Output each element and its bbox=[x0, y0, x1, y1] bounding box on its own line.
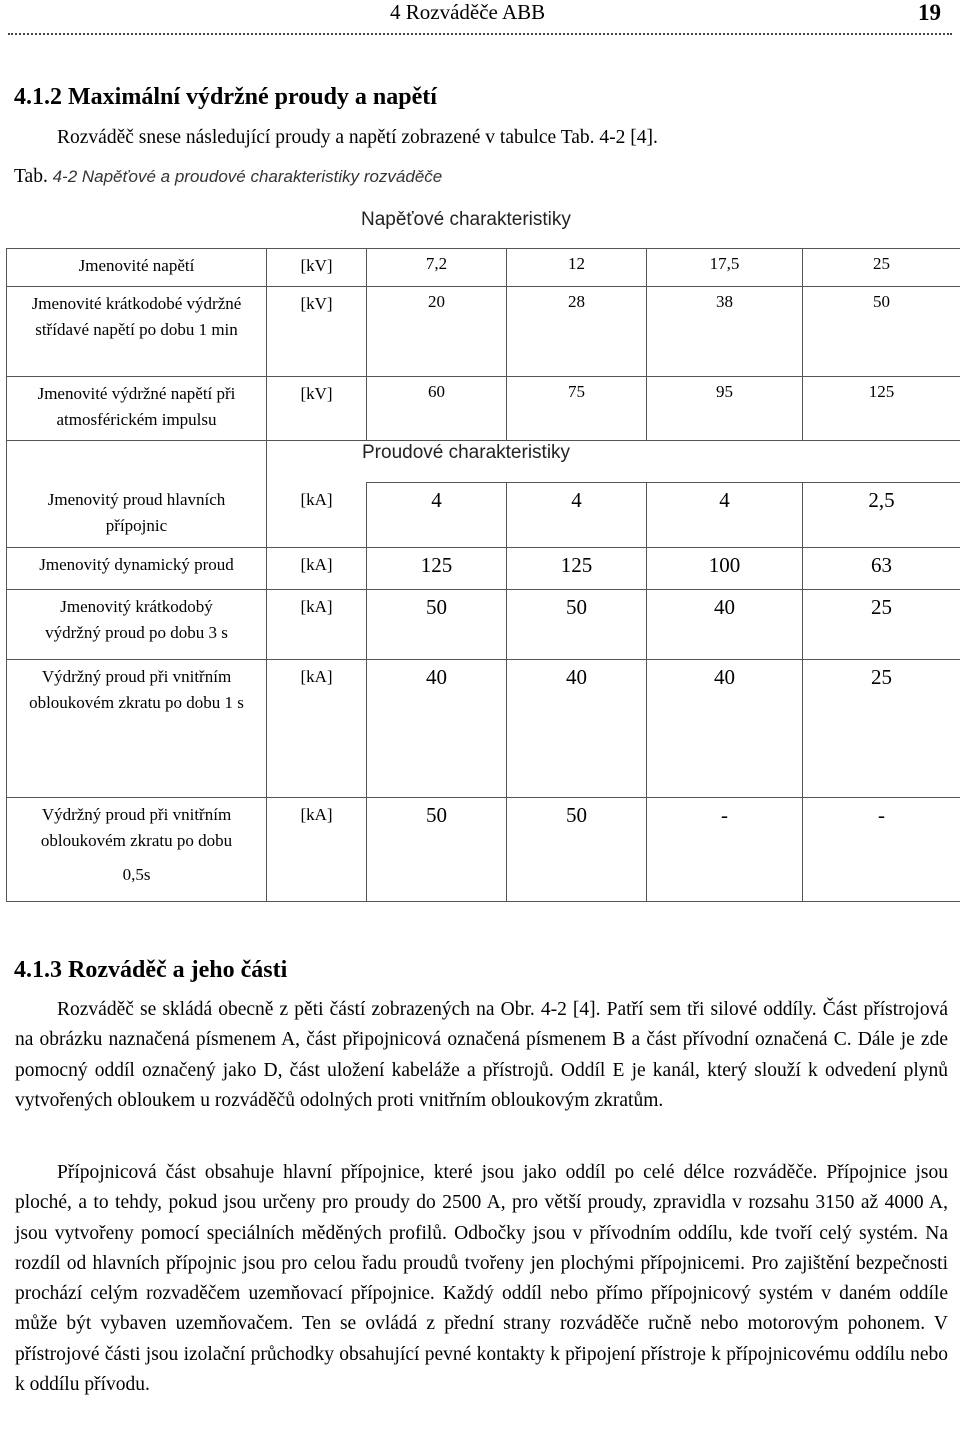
value-cell: 40 bbox=[647, 590, 803, 660]
table-row bbox=[7, 377, 960, 441]
value-cell: 20 bbox=[367, 287, 507, 377]
row-label bbox=[7, 798, 267, 902]
row-label-duration: 0,5s bbox=[122, 865, 151, 884]
section-heading-4-1-2: 4.1.2 Maximální výdržné proudy a napětí bbox=[14, 84, 437, 110]
caption-text: 4-2 Napěťové a proudové charakteristiky rozváděče bbox=[52, 167, 443, 186]
value-cell: 75 bbox=[507, 377, 647, 441]
value-cell: 12 bbox=[507, 249, 647, 287]
page-number: 19 bbox=[918, 0, 941, 25]
table-caption bbox=[14, 166, 442, 188]
value-cell: - bbox=[803, 798, 960, 902]
paragraph-2-text: Přípojnicová část obsahuje hlavní přípojnice, které jsou jako oddíl po celé délce rozváděče. Přípojnice jsou ploché, a to tehdy, pokud jsou určeny pro proudy do 2500 A, pro větší proudy, zpravidla v rozsahu 3150 až 4000 A, jsou vytvořeny pomocí speciálních měděných profilů. Odbočky jsou v přívodním oddílu, kde tvoří celý systém. Na rozdíl od hlavních přípojnic jsou pro celou řadu proudů tvořeny jen plochými přípojnicemi. Pro zajištění bezpečnosti prochází celým rozvaděčem uzemňovací přípojnice. Každý oddíl nebo přímo přípojnicový systém v daném oddíle může být vybaven uzemňovačem. Ten se ovládá z přední strany rozváděče ručně nebo motorovým pohonem. V přístrojové části jsou izolační průchodky obsahující pevné kontakty k připojení přístroje k přípojnicovému oddílu nebo k oddílu přívodu. bbox=[15, 1162, 948, 1396]
row-unit: [kV] bbox=[267, 287, 367, 377]
value-cell: 25 bbox=[803, 660, 960, 798]
current-section-title: Proudové charakteristiky bbox=[362, 442, 571, 463]
value-cell: 40 bbox=[507, 660, 647, 798]
value-cell: 25 bbox=[803, 590, 960, 660]
row-unit: [kA] bbox=[267, 660, 367, 798]
row-unit: [kV] bbox=[267, 249, 367, 287]
value-cell: - bbox=[647, 798, 803, 902]
row-unit: [kA] bbox=[267, 590, 367, 660]
row-label: Výdržný proud při vnitřním obloukovém zkratu po dobu 1 s bbox=[7, 660, 267, 798]
paragraph-1-text: Rozváděč se skládá obecně z pěti částí zobrazených na Obr. 4-2 [4]. Patří sem tři silové oddíly. Část přístrojová na obrázku naznačená písmenem A, část připojnicová označená písmenem B a část přívodní označená C. Dále je zde pomocný oddíl označený jako D, část uložení kabeláže a přístrojů. Oddíl E je kanál, který slouží k odvedení plynů vytvořených obloukem u rozváděčů odolných proti vnitřním obloukovým zkratům. bbox=[15, 999, 948, 1111]
paragraph-2 bbox=[15, 1158, 948, 1400]
value-cell: 40 bbox=[647, 660, 803, 798]
table-row bbox=[7, 660, 960, 798]
section-intro: Rozváděč snese následující proudy a napětí zobrazené v tabulce Tab. 4-2 [4]. bbox=[57, 127, 658, 148]
characteristics-table bbox=[6, 248, 960, 902]
spacer-cell bbox=[7, 441, 267, 483]
value-cell: 4 bbox=[507, 483, 647, 548]
row-unit: [kA] bbox=[267, 798, 367, 902]
section-heading-4-1-3: 4.1.3 Rozváděč a jeho části bbox=[14, 957, 288, 983]
value-cell: 100 bbox=[647, 548, 803, 590]
voltage-section-title: Napěťové charakteristiky bbox=[361, 209, 571, 230]
table-row bbox=[7, 798, 960, 902]
value-cell: 4 bbox=[367, 483, 507, 548]
row-unit: [kV] bbox=[267, 377, 367, 441]
running-head: 4 Rozváděče ABB bbox=[390, 0, 546, 24]
row-label: Jmenovitý proud hlavních přípojnic bbox=[7, 483, 267, 548]
paragraph-1 bbox=[15, 995, 948, 1116]
row-label: Jmenovitý dynamický proud bbox=[7, 548, 267, 590]
value-cell: 2,5 bbox=[803, 483, 960, 548]
value-cell: 50 bbox=[367, 798, 507, 902]
row-label: Jmenovité napětí bbox=[7, 249, 267, 287]
row-label: Jmenovité výdržné napětí při atmosférickém impulsu bbox=[7, 377, 267, 441]
value-cell: 125 bbox=[803, 377, 960, 441]
value-cell: 7,2 bbox=[367, 249, 507, 287]
value-cell: 60 bbox=[367, 377, 507, 441]
row-label-main: Výdržný proud při vnitřním obloukovém zkratu po dobu bbox=[40, 805, 233, 850]
caption-label: Tab. bbox=[14, 166, 48, 187]
row-label: Jmenovité krátkodobé výdržné střídavé napětí po dobu 1 min bbox=[7, 287, 267, 377]
value-cell: 25 bbox=[803, 249, 960, 287]
header-divider bbox=[8, 33, 952, 35]
value-cell: 95 bbox=[647, 377, 803, 441]
value-cell: 17,5 bbox=[647, 249, 803, 287]
value-cell: 125 bbox=[507, 548, 647, 590]
row-unit: [kA] bbox=[267, 483, 367, 548]
value-cell: 125 bbox=[367, 548, 507, 590]
spacer-cell bbox=[267, 441, 367, 483]
row-label: Jmenovitý krátkodobý výdržný proud po dobu 3 s bbox=[7, 590, 267, 660]
value-cell: 63 bbox=[803, 548, 960, 590]
table-row bbox=[7, 287, 960, 377]
table-row bbox=[7, 590, 960, 660]
value-cell: 50 bbox=[803, 287, 960, 377]
value-cell: 40 bbox=[367, 660, 507, 798]
value-cell: 28 bbox=[507, 287, 647, 377]
value-cell: 50 bbox=[507, 798, 647, 902]
table-row bbox=[7, 548, 960, 590]
value-cell: 38 bbox=[647, 287, 803, 377]
table-row bbox=[7, 483, 960, 548]
value-cell: 4 bbox=[647, 483, 803, 548]
value-cell: 50 bbox=[367, 590, 507, 660]
table-row bbox=[7, 249, 960, 287]
value-cell: 50 bbox=[507, 590, 647, 660]
row-unit: [kA] bbox=[267, 548, 367, 590]
